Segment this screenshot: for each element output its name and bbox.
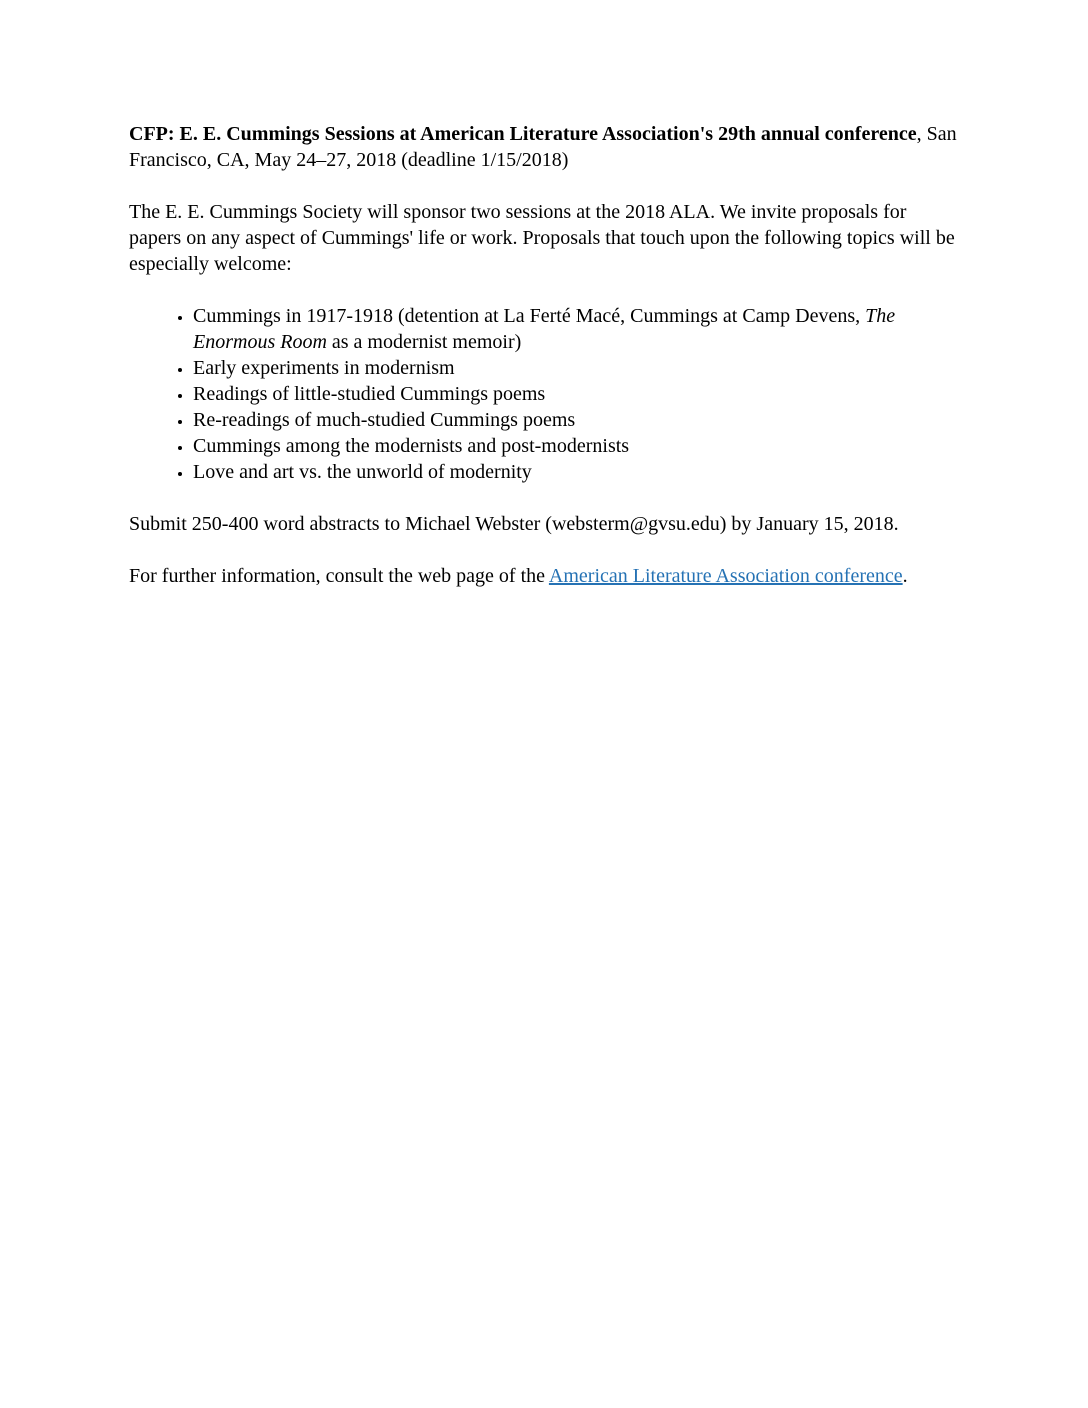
- list-item: [193, 407, 958, 433]
- further-suffix-text: .: [902, 565, 908, 587]
- list-item: [193, 459, 958, 485]
- list-item: [193, 355, 958, 381]
- title-bold-text: CFP: E. E. Cummings Sessions at American Literature Association's 29th annual conference: [129, 123, 917, 145]
- submit-paragraph: Submit 250-400 word abstracts to Michael Webster (websterm@gvsu.edu) by January 15, 2018.: [129, 513, 899, 535]
- further-prefix-text: For further information, consult the web page of the: [129, 565, 549, 587]
- further-paragraph: [129, 563, 958, 589]
- topics-list: [129, 303, 958, 485]
- bullet-text: Readings of little-studied Cummings poems: [193, 383, 546, 405]
- bullet-text: Love and art vs. the unworld of modernity: [193, 461, 532, 483]
- list-item: [193, 381, 958, 407]
- bullet-text: Cummings in 1917-1918 (detention at La Ferté Macé, Cummings at Camp Devens,: [193, 305, 866, 327]
- bullet-text: Cummings among the modernists and post-modernists: [193, 435, 630, 457]
- ala-conference-link[interactable]: American Literature Association conference: [548, 565, 903, 587]
- list-item: [193, 303, 958, 355]
- bullet-italic-text: The Enormous Room: [193, 305, 896, 353]
- bullet-text: Early experiments in modernism: [193, 357, 455, 379]
- bullet-text: as a modernist memoir): [326, 331, 522, 353]
- document-title: [129, 121, 958, 173]
- bullet-text: Re-readings of much-studied Cummings poems: [193, 409, 576, 431]
- list-item: [193, 433, 958, 459]
- intro-paragraph: The E. E. Cummings Society will sponsor two sessions at the 2018 ALA. We invite proposals for papers on any aspect of Cummings' life or work. Proposals that touch upon the following topics will be especially welcome:: [129, 201, 955, 275]
- title-regular-text: , San Francisco, CA, May 24–27, 2018 (deadline 1/15/2018): [129, 123, 957, 171]
